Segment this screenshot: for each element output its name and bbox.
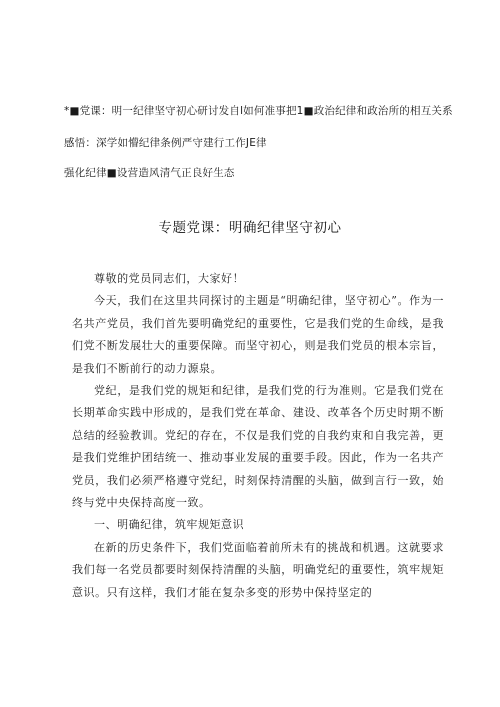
related-link-1[interactable]: *■党课：明一纪律坚守初心研讨发自l如何准事把1■政治纪律和政治所的相互关系: [64, 105, 453, 117]
salutation-paragraph: 尊敬的党员同志们，大家好！: [94, 272, 245, 285]
related-link-2[interactable]: 感悟：深学如懵纪律条例严守建行工作JE律: [64, 137, 267, 149]
document-body: [72, 268, 444, 604]
section-heading-1: 一、明确纪律，筑牢规矩意识: [94, 518, 245, 532]
document-title: 专题党课：明确纪律坚守初心: [158, 220, 342, 236]
party-discipline-paragraph: 党纪，是我们党的规矩和纪律，是我们党的行为准则。它是我们党在长期革命实践中形成的，是我们党在革命、建设、改革各个历史时期不断总结的经验教训。党纪的存在，不仅是我们党的自我约束和自我完善，更是我们党维护团结统一、推动事业发展的重要手段。因此，作为一名共产党员，我们必须严格遵守党纪，时刻保持清醒的头脑，做到言行一致，始终与党中央保持高度一致。: [72, 384, 444, 510]
related-link-3[interactable]: 强化纪律■设营造风清气正良好生态: [64, 167, 235, 179]
section-1-paragraph: 在新的历史条件下，我们党面临着前所未有的挑战和机遇。这就要求我们每一名党员都要时刻保持清醒的头脑，明确党纪的重要性，筑牢规矩意识。只有这样，我们才能在复杂多变的形势中保持坚定的: [72, 540, 444, 599]
intro-paragraph: 今天，我们在这里共同探讨的主题是“明确纪律，坚守初心”。作为一名共产党员，我们首先要明确党纪的重要性，它是我们党的生命线，是我们党不断发展壮大的重要保障。而坚守初心，则是我们党员的根本宗旨，是我们不断前行的动力源泉。: [72, 294, 444, 375]
